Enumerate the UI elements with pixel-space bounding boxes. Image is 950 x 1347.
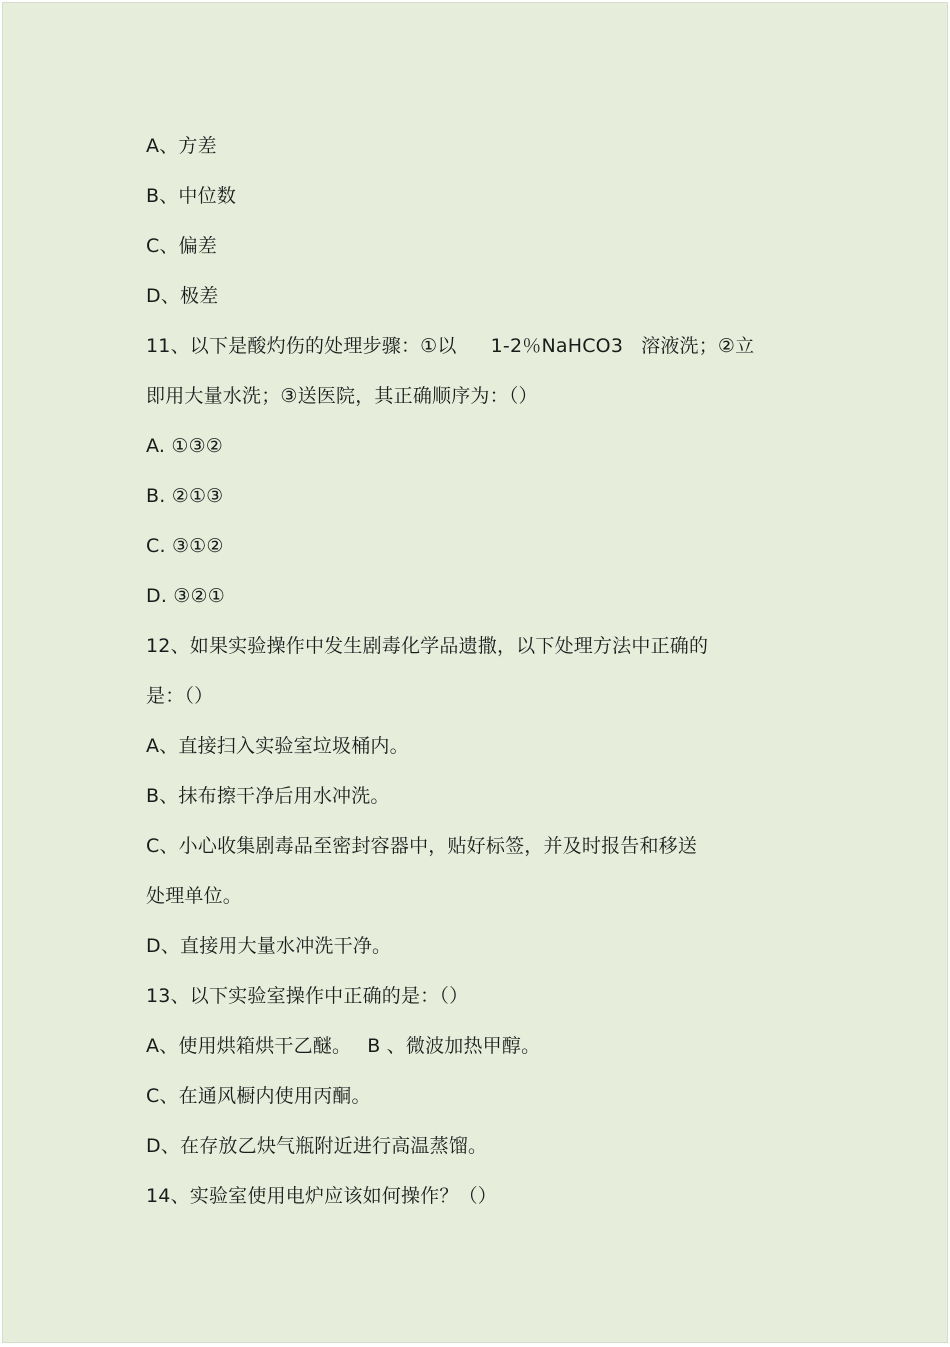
q11-option-b: B. ②①③ [146,485,224,507]
document-page [2,2,948,1343]
option-a-variance: A、方差 [146,135,217,157]
q12-option-c-line-1: C、小心收集剧毒品至密封容器中，贴好标签，并及时报告和移送 [146,835,698,857]
q12-option-a: A、直接扫入实验室垃圾桶内。 [146,735,409,757]
q13-option-b: B 、微波加热甲醇。 [367,1035,541,1057]
q11-option-c: C. ③①② [146,535,224,557]
question-11-line-1 [146,330,826,380]
question-11-text-part-2: 1-2％NaHCO3 [490,335,624,357]
question-11-text-part-1: 11、以下是酸灼伤的处理步骤：①以 [146,335,457,357]
q13-options-ab [146,1030,826,1080]
q12-option-c-line-2: 处理单位。 [146,885,243,907]
q11-option-a: A. ①③② [146,435,224,457]
question-12-line-2: 是：（） [146,685,214,707]
document-content [146,130,826,1230]
q13-option-a: A、使用烘箱烘干乙醚。 [146,1035,352,1057]
option-d-range: D、极差 [146,285,219,307]
q13-option-d: D、在存放乙炔气瓶附近进行高温蒸馏。 [146,1135,488,1157]
question-13: 13、以下实验室操作中正确的是：（） [146,985,469,1007]
question-11-line-2: 即用大量水洗；③送医院，其正确顺序为：（） [146,385,538,407]
option-b-median: B、中位数 [146,185,237,207]
question-14: 14、实验室使用电炉应该如何操作？（） [146,1185,497,1207]
question-11-text-part-3: 溶液洗；②立 [641,335,755,357]
question-12-line-1: 12、如果实验操作中发生剧毒化学品遗撒，以下处理方法中正确的 [146,635,709,657]
option-c-deviation: C、偏差 [146,235,218,257]
q11-option-d: D. ③②① [146,585,226,607]
q12-option-b: B、抹布擦干净后用水冲洗。 [146,785,390,807]
q12-option-d: D、直接用大量水冲洗干净。 [146,935,392,957]
q13-option-c: C、在通风橱内使用丙酮。 [146,1085,371,1107]
